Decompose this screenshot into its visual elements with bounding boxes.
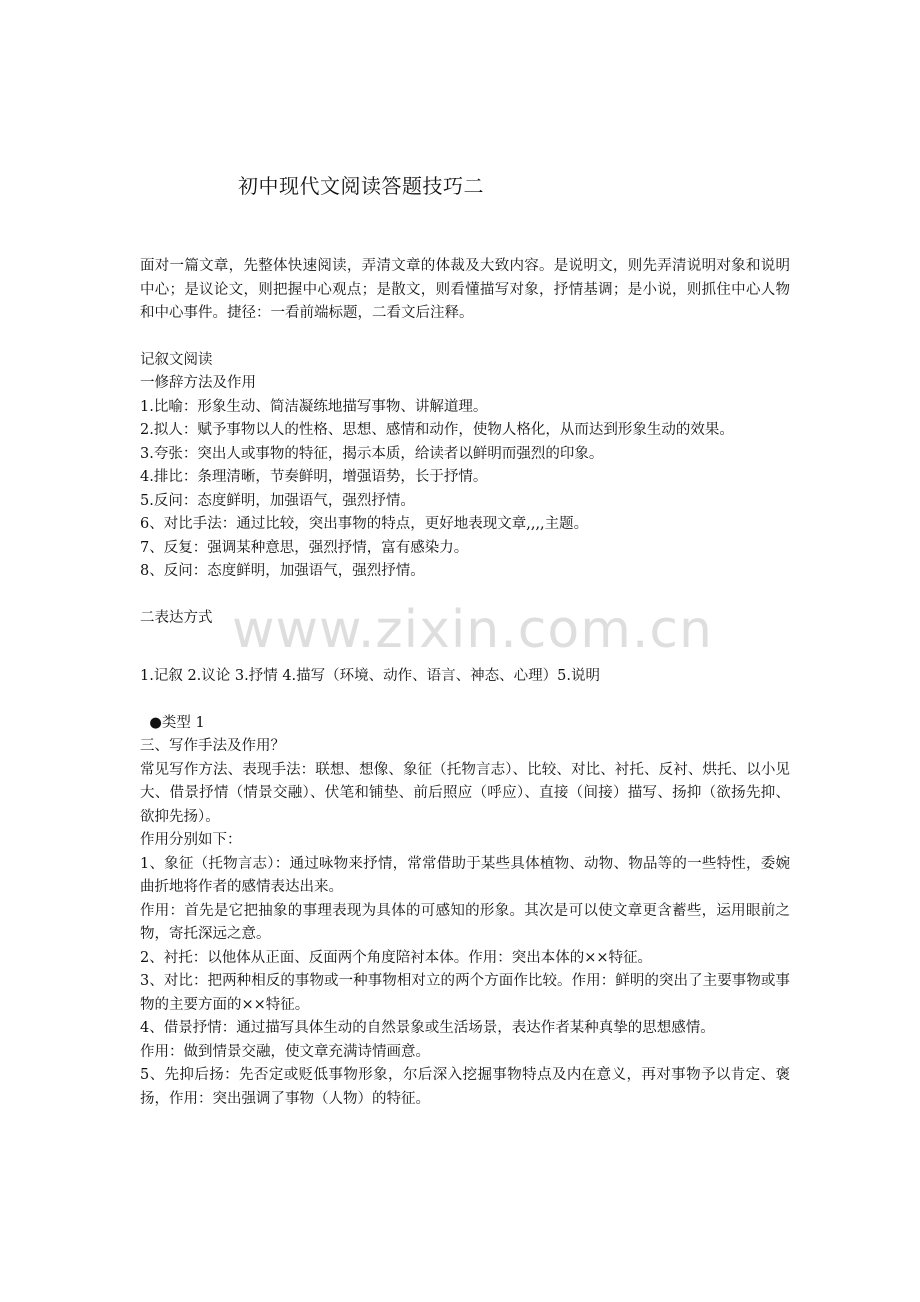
paragraph: 作用：做到情景交融，使文章充满诗情画意。 <box>140 1043 430 1060</box>
document-body <box>140 255 790 1111</box>
paragraph: 1、象征（托物言志）：通过咏物来抒情，常常借助于某些具体植物、动物、物品等的一些特性，委婉曲折地将作者的感情表达出来。 <box>140 855 790 895</box>
spacer <box>140 630 790 665</box>
paragraph: 5、先抑后扬：先否定或贬低事物形象，尔后深入挖掘事物特点及内在意义，再对事物予以肯定、褒扬，作用：突出强调了事物（人物）的特征。 <box>140 1067 790 1107</box>
paragraph: 3、对比：把两种相反的事物或一种事物相对立的两个方面作比较。作用：鲜明的突出了主要事物或事物的主要方面的××特征。 <box>140 973 790 1013</box>
spacer <box>140 326 790 349</box>
expression-list: 1.记叙 2.议论 3.抒情 4.描写（环境、动作、语言、神态、心理）5.说明 <box>140 668 600 684</box>
subheading-rhetoric: 一修辞方法及作用 <box>140 375 256 391</box>
section-heading-techniques: 三、写作手法及作用？ <box>140 738 285 754</box>
type-label: ●类型 1 <box>140 714 205 731</box>
list-item: 3.夸张：突出人或事物的特征，揭示本质，给读者以鲜明而强烈的印象。 <box>140 445 604 462</box>
paragraph: 作用：首先是它把抽象的事理表现为具体的可感知的形象。其次是可以使文章更含蓄些，运用眼前之物，寄托深远之意。 <box>140 902 790 942</box>
intro-paragraph: 面对一篇文章，先整体快速阅读，弄清文章的体裁及大致内容。是说明文，则先弄清说明对象和说明中心；是议论文，则把握中心观点；是散文，则看懂描写对象，抒情基调；是小说，则抓住中心人物和中心事件。捷径：一看前端标题，二看文后注释。 <box>140 258 790 321</box>
paragraph: 作用分别如下： <box>140 832 242 848</box>
paragraph: 常见写作方法、表现手法：联想、想像、象征（托物言志）、比较、对比、衬托、反衬、烘托、以小见大、借景抒情（情景交融）、伏笔和铺垫、前后照应（呼应）、直接（间接）描写、扬抑（欲扬先抑、欲抑先扬）。 <box>140 761 790 825</box>
list-item: 2.拟人：赋予事物以人的性格、思想、感情和动作，使物人格化，从而达到形象生动的效果。 <box>140 422 734 438</box>
spacer <box>140 584 790 607</box>
paragraph: 2、衬托：以他体从正面、反面两个角度陪衬本体。作用：突出本体的××特征。 <box>140 949 653 966</box>
page-title: 初中现代文阅读答题技巧二 <box>238 174 484 198</box>
list-item: 7、反复：强调某种意思，强烈抒情，富有感染力。 <box>140 539 469 556</box>
spacer <box>140 689 790 712</box>
list-item: 8、反问：态度鲜明，加强语气，强烈抒情。 <box>140 563 425 579</box>
section-heading-expression: 二表达方式 <box>140 609 213 626</box>
paragraph: 4、借景抒情：通过描写具体生动的自然景象或生活场景，表达作者某种真挚的思想感情。 <box>140 1020 715 1036</box>
list-item: 1.比喻：形象生动、简洁凝练地描写事物、讲解道理。 <box>140 398 488 415</box>
list-item: 6、对比手法：通过比较，突出事物的特点，更好地表现文章,,,,主题。 <box>140 516 589 532</box>
list-item: 4.排比：条理清晰，节奏鲜明，增强语势，长于抒情。 <box>140 469 488 485</box>
section-heading-narrative: 记叙文阅读 <box>140 351 213 368</box>
watermark: www.zixin.com.cn <box>232 600 713 660</box>
list-item: 5.反问：态度鲜明，加强语气，强烈抒情。 <box>140 492 415 509</box>
